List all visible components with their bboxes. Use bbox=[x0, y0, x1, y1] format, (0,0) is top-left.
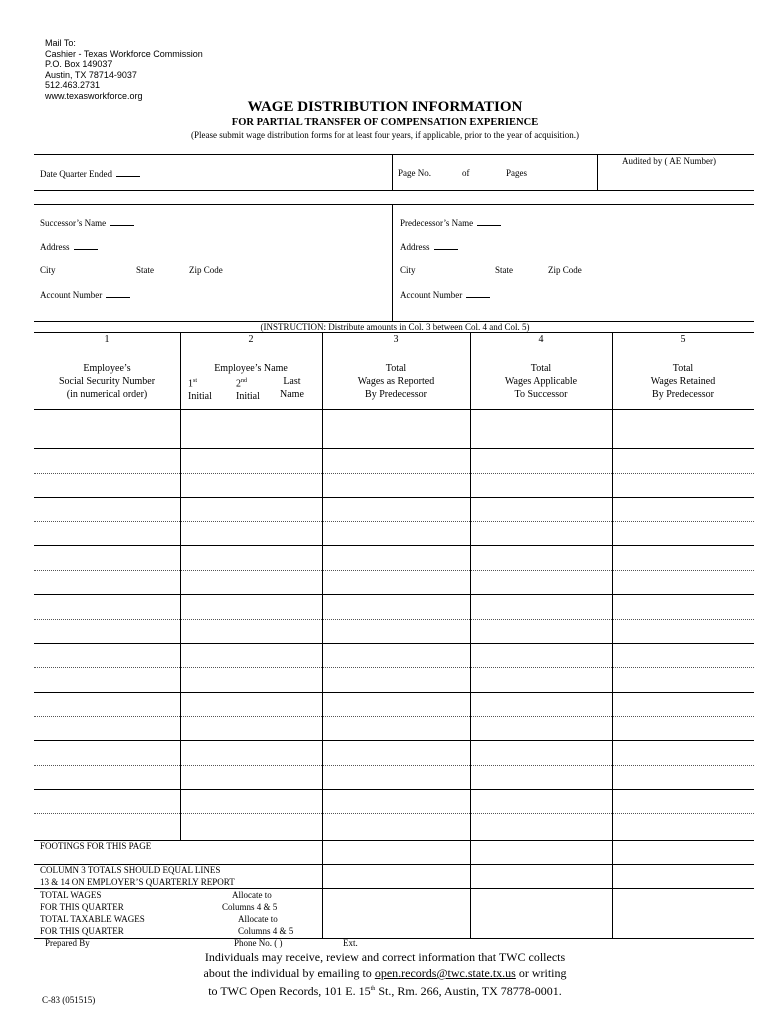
table-row-line bbox=[34, 497, 754, 498]
note-line: 13 & 14 ON EMPLOYER’S QUARTERLY REPORT bbox=[40, 876, 235, 887]
predecessor-name-label: Predecessor’s Name bbox=[400, 218, 474, 228]
notice-text: about the individual by emailing to bbox=[203, 966, 375, 980]
column-header-line: (in numerical order) bbox=[66, 389, 148, 400]
divider bbox=[392, 154, 393, 190]
form-instruction: (Please submit wage distribution forms for at least four years, if applicable, prior to the year of acquisition.) bbox=[191, 130, 579, 140]
form-number: C-83 (051515) bbox=[42, 995, 96, 1005]
note-line: Allocate to bbox=[238, 914, 278, 924]
column-number: 3 bbox=[393, 334, 399, 345]
note-line: Columns 4 & 5 bbox=[238, 925, 294, 936]
predecessor-name-field[interactable] bbox=[400, 217, 501, 228]
column-header-name bbox=[180, 362, 322, 375]
divider bbox=[597, 154, 598, 190]
table-row-dotted-line bbox=[34, 813, 754, 814]
predecessor-zip-label: Zip Code bbox=[548, 265, 582, 275]
form-title: WAGE DISTRIBUTION INFORMATION bbox=[247, 99, 523, 115]
initial-label: Initial bbox=[236, 391, 260, 403]
divider bbox=[392, 204, 393, 321]
allocate-note bbox=[222, 890, 277, 913]
column-header-line: Wages Retained bbox=[650, 376, 716, 387]
predecessor-state-label: State bbox=[495, 265, 513, 275]
name-label: Name bbox=[280, 389, 304, 400]
name-part-second bbox=[236, 375, 260, 403]
predecessor-city-label: City bbox=[400, 265, 416, 275]
column-header-line: Employee’s Name bbox=[214, 363, 288, 374]
audited-by-label: Audited by ( AE Number) bbox=[622, 156, 716, 166]
first-label: 1 bbox=[188, 378, 193, 390]
table-row-line bbox=[34, 789, 754, 790]
mail-to-line: Austin, TX 78714-9037 bbox=[45, 69, 137, 80]
column-number: 5 bbox=[680, 334, 686, 345]
column-header-line: Total bbox=[672, 363, 694, 374]
column-header-line: Wages Applicable bbox=[504, 376, 578, 387]
form-subtitle: FOR PARTIAL TRANSFER OF COMPENSATION EXPERIENCE bbox=[231, 117, 539, 128]
rule bbox=[34, 190, 754, 191]
table-row-line bbox=[34, 888, 754, 889]
date-quarter-ended-label: Date Quarter Ended bbox=[40, 169, 112, 179]
column-header-wages-applicable bbox=[470, 362, 612, 401]
table-row-dotted-line bbox=[34, 521, 754, 522]
column-divider bbox=[470, 332, 471, 938]
notice-line: Individuals may receive, review and correct information that TWC collects bbox=[204, 950, 566, 964]
privacy-notice bbox=[0, 949, 770, 999]
successor-city-label: City bbox=[40, 265, 56, 275]
notice-line bbox=[0, 965, 770, 981]
note-line: TOTAL WAGES bbox=[40, 890, 102, 900]
column-divider bbox=[322, 332, 323, 938]
column-3-totals-note bbox=[40, 865, 235, 888]
successor-state-label: State bbox=[136, 265, 154, 275]
footings-label: FOOTINGS FOR THIS PAGE bbox=[40, 841, 152, 851]
column-number: 4 bbox=[538, 334, 544, 345]
email-link[interactable]: open.records@twc.state.tx.us bbox=[374, 966, 516, 980]
second-sup: nd bbox=[241, 378, 247, 384]
column-divider bbox=[612, 332, 613, 938]
successor-name-label: Successor’s Name bbox=[40, 218, 107, 228]
column-number: 1 bbox=[104, 334, 110, 345]
column-header-ssn bbox=[34, 362, 180, 401]
successor-account-field[interactable] bbox=[40, 289, 130, 300]
mail-to-line: 512.463.2731 bbox=[45, 80, 101, 91]
table-row-line bbox=[34, 545, 754, 546]
mail-to-block bbox=[45, 38, 203, 102]
mail-to-line: P.O. Box 149037 bbox=[45, 59, 113, 70]
table-row-dotted-line bbox=[34, 716, 754, 717]
allocate-note bbox=[238, 914, 293, 937]
column-header-line: Wages as Reported bbox=[357, 376, 435, 387]
column-number: 2 bbox=[248, 334, 254, 345]
table-row-line bbox=[34, 409, 754, 410]
successor-address-label: Address bbox=[40, 242, 70, 252]
column-header-line: Employee’s bbox=[83, 363, 131, 374]
date-quarter-ended-field[interactable] bbox=[40, 168, 140, 179]
table-row-line bbox=[34, 448, 754, 449]
note-line: TOTAL TAXABLE WAGES bbox=[40, 914, 145, 924]
rule bbox=[34, 332, 754, 333]
predecessor-account-field[interactable] bbox=[400, 289, 490, 300]
table-row-dotted-line bbox=[34, 473, 754, 474]
table-row-dotted-line bbox=[34, 667, 754, 668]
column-header-wages-retained bbox=[612, 362, 754, 401]
table-row-dotted-line bbox=[34, 765, 754, 766]
of-label: of bbox=[462, 168, 470, 178]
notice-text: St., Rm. 266, Austin, TX 78778-0001. bbox=[375, 984, 562, 998]
column-header-wages-reported bbox=[322, 362, 470, 401]
predecessor-account-label: Account Number bbox=[400, 290, 463, 300]
table-row-line bbox=[34, 740, 754, 741]
prepared-by-label: Prepared By bbox=[45, 938, 90, 948]
predecessor-address-field[interactable] bbox=[400, 241, 458, 252]
table-row-line bbox=[34, 692, 754, 693]
mail-to-line: www.texasworkforce.org bbox=[45, 90, 143, 101]
mail-to-line: Cashier - Texas Workforce Commission bbox=[45, 48, 203, 59]
note-line: FOR THIS QUARTER bbox=[40, 925, 124, 936]
note-line: Columns 4 & 5 bbox=[222, 901, 278, 912]
successor-name-field[interactable] bbox=[40, 217, 134, 228]
initial-label: Initial bbox=[188, 391, 212, 403]
ext-label: Ext. bbox=[343, 938, 358, 948]
column-header-line: Total bbox=[530, 363, 552, 374]
total-wages-label bbox=[40, 890, 124, 913]
table-row-line bbox=[34, 643, 754, 644]
note-line: COLUMN 3 TOTALS SHOULD EQUAL LINES bbox=[40, 865, 221, 875]
column-header-line: Social Security Number bbox=[58, 376, 156, 387]
first-sup: st bbox=[193, 378, 198, 384]
name-part-last bbox=[280, 375, 304, 401]
column-header-line: By Predecessor bbox=[652, 389, 714, 400]
pages-label: Pages bbox=[506, 168, 527, 178]
notice-text: or writing bbox=[515, 966, 567, 980]
column-header-line: By Predecessor bbox=[365, 389, 427, 400]
note-line: FOR THIS QUARTER bbox=[40, 901, 124, 912]
table-row-line bbox=[34, 594, 754, 595]
column-header-line: To Successor bbox=[514, 389, 568, 400]
rule bbox=[34, 154, 754, 155]
table-row-line bbox=[34, 938, 754, 939]
successor-address-field[interactable] bbox=[40, 241, 98, 252]
successor-zip-label: Zip Code bbox=[189, 265, 223, 275]
phone-label: Phone No. ( ) bbox=[234, 938, 283, 948]
notice-text: to TWC Open Records, 101 E. 15 bbox=[208, 984, 371, 998]
table-row-dotted-line bbox=[34, 570, 754, 571]
second-label: 2 bbox=[236, 378, 241, 390]
predecessor-address-label: Address bbox=[400, 242, 430, 252]
rule bbox=[34, 204, 754, 205]
total-taxable-wages-label bbox=[40, 914, 145, 937]
column-instruction: (INSTRUCTION: Distribute amounts in Col. 3 between Col. 4 and Col. 5) bbox=[260, 322, 530, 332]
notice-sup: th bbox=[370, 986, 376, 992]
mail-to-line: Mail To: bbox=[45, 38, 76, 48]
name-part-first bbox=[188, 375, 212, 403]
column-header-line: Total bbox=[385, 363, 407, 374]
table-row-dotted-line bbox=[34, 619, 754, 620]
page-no-label: Page No. bbox=[398, 168, 431, 178]
notice-line bbox=[0, 981, 770, 999]
successor-account-label: Account Number bbox=[40, 290, 103, 300]
last-label: Last bbox=[283, 376, 301, 387]
note-line: Allocate to bbox=[232, 890, 272, 900]
